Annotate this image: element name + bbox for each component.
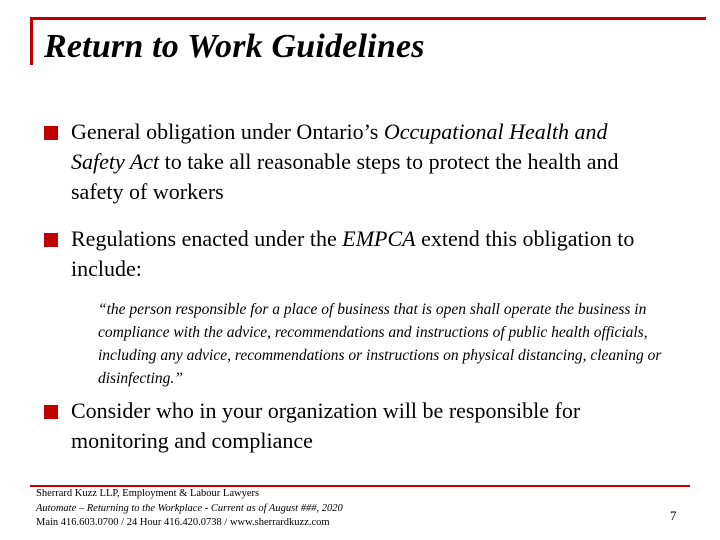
bullet-square-icon [44, 126, 58, 140]
footer [36, 487, 343, 531]
bullet-square-icon [44, 405, 58, 419]
bullet-item [44, 117, 664, 207]
title-rule-top [30, 17, 706, 20]
title-rule-left [30, 17, 33, 65]
bullet-square-icon [44, 233, 58, 247]
bullet-text [71, 117, 664, 207]
bullet-text-segment: extend this obligation to include: [71, 226, 635, 281]
footer-contact: Main 416.603.0700 / 24 Hour 416.420.0738 / www.sherrardkuzz.com [36, 517, 330, 528]
bullet-text-segment: EMPCA [342, 226, 416, 251]
bullet-item [44, 224, 664, 284]
slide-title: Return to Work Guidelines [44, 28, 425, 65]
bullet-text [71, 396, 664, 456]
bullet-text [71, 224, 664, 284]
bullet-item [44, 396, 664, 456]
bullet-text-segment: to take all reasonable steps to protect the health and safety of workers [71, 149, 619, 204]
bullet-text-segment: General obligation under Ontario’s [71, 119, 384, 144]
page-number: 7 [670, 508, 677, 523]
bullet-text-segment: Occupational Health and Safety Act [71, 119, 608, 174]
footer-topic: Automate – Returning to the Workplace - Current as of August ###, 2020 [36, 502, 343, 514]
footer-firm: Sherrard Kuzz LLP, Employment & Labour Lawyers [36, 488, 260, 499]
bullet-text-segment: Regulations enacted under the [71, 226, 343, 251]
regulation-quote: “the person responsible for a place of business that is open shall operate the business in compliance with the advice, recommendations and instructions of public health officials, including any advice, recommendations or instructions on physical distancing, cleaning or disinfecting.” [98, 301, 662, 387]
bullet-text-segment: Consider who in your organization will be responsible for monitoring and compliance [71, 398, 581, 453]
